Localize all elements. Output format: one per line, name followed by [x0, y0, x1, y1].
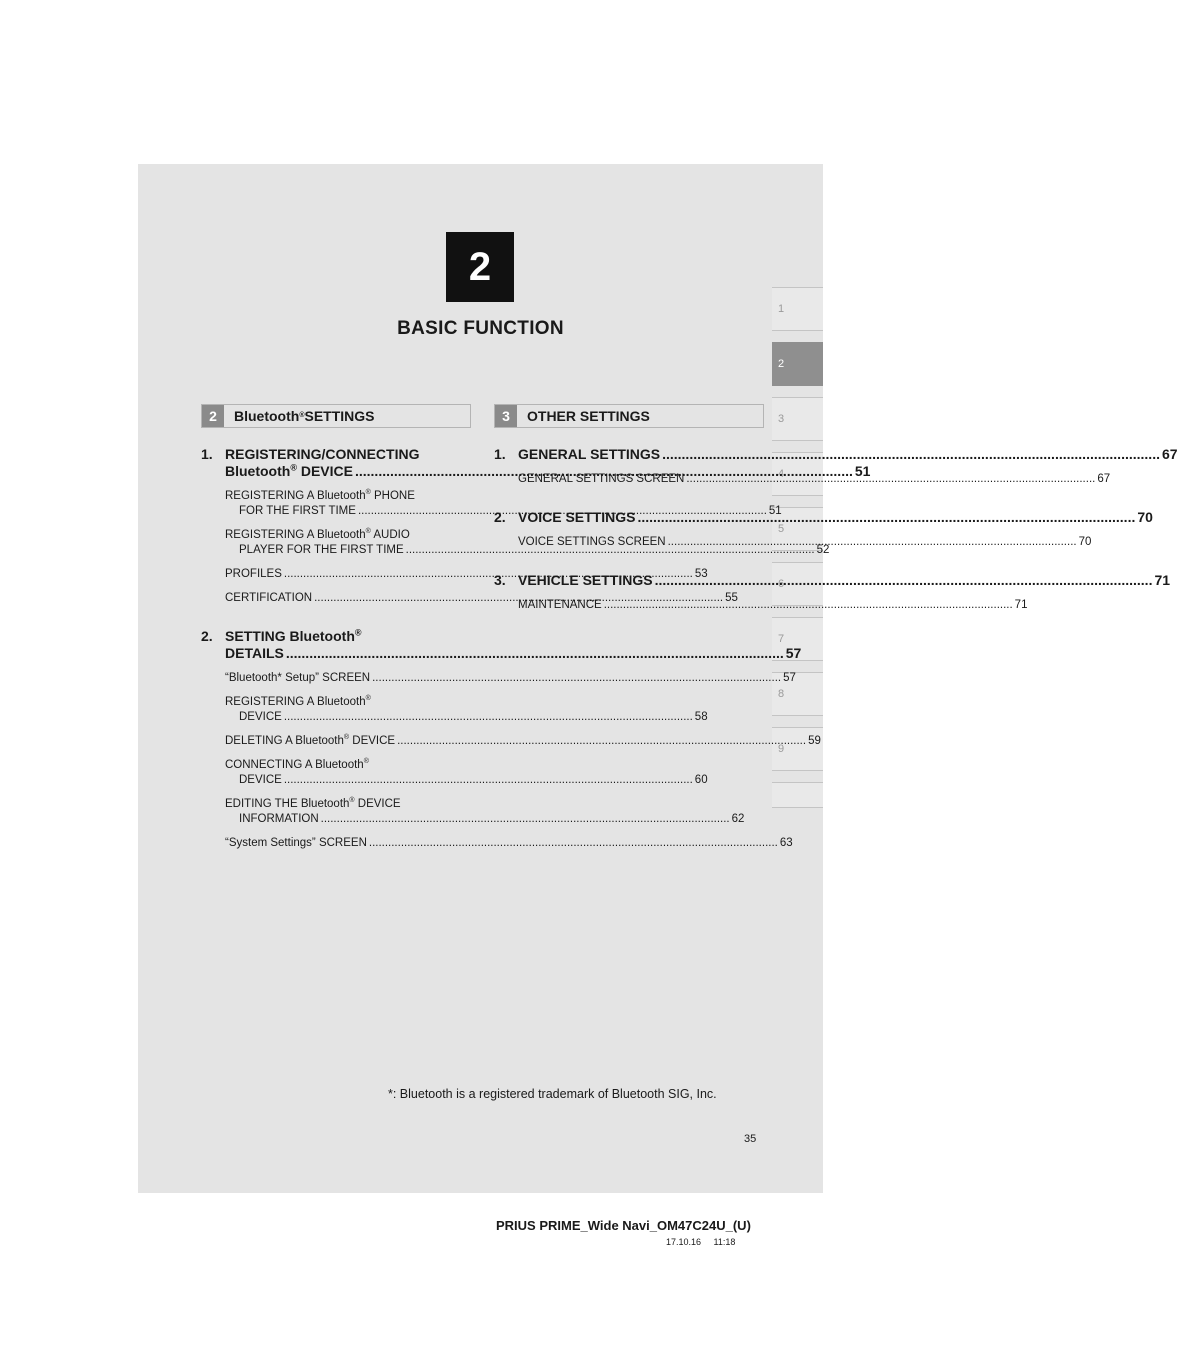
- toc-subentry[interactable]: EDITING THE Bluetooth® DEVICE INFORMATION ..... 62: [225, 797, 471, 827]
- tab-blank: [772, 782, 823, 808]
- page-ref: 51: [768, 505, 782, 517]
- page-ref: 70: [1137, 509, 1153, 525]
- tab-6[interactable]: 6: [772, 562, 823, 606]
- tab-8[interactable]: 8: [772, 672, 823, 716]
- toc-entry[interactable]: 2. SETTING Bluetooth® DETAILS ..... 57: [201, 628, 471, 662]
- page-ref: 57: [785, 645, 802, 661]
- page-ref: 59: [808, 735, 821, 747]
- page-ref: 51: [854, 463, 871, 479]
- tab-7[interactable]: 7: [772, 617, 823, 661]
- toc-subentry[interactable]: REGISTERING A Bluetooth® PHONE FOR THE FIRST TIME ..... 51: [225, 489, 471, 519]
- page-number: 35: [744, 1133, 757, 1145]
- page-ref: 58: [694, 711, 708, 723]
- page-ref: 60: [694, 774, 708, 786]
- toc-subentry[interactable]: DELETING A Bluetooth® DEVICE ..... 59: [225, 734, 471, 749]
- section-header-bluetooth: [201, 404, 471, 428]
- page-ref: 71: [1154, 572, 1171, 588]
- page-ref: 70: [1078, 536, 1092, 548]
- chapter-number: 2: [446, 232, 514, 302]
- toc-subentry[interactable]: CERTIFICATION ..... 55: [225, 591, 471, 606]
- tab-4[interactable]: 4: [772, 452, 823, 496]
- section-title: Bluetooth ® SETTINGS: [234, 408, 375, 424]
- page-ref: 52: [816, 544, 830, 556]
- footnote: *: Bluetooth is a registered trademark of Bluetooth SIG, Inc.: [388, 1087, 717, 1101]
- tab-2[interactable]: 2: [772, 342, 823, 386]
- section-header-other-settings: [494, 404, 764, 428]
- page-ref: 67: [1161, 446, 1178, 462]
- tab-3[interactable]: 3: [772, 397, 823, 441]
- page-ref: 53: [694, 568, 708, 580]
- tab-1[interactable]: 1: [772, 287, 823, 331]
- section-number: 3: [495, 405, 517, 427]
- page-ref: 63: [779, 837, 793, 849]
- toc-subentry[interactable]: MAINTENANCE ..... 71: [518, 598, 764, 613]
- toc-subentry[interactable]: “System Settings” SCREEN ..... 63: [225, 836, 471, 851]
- page-ref: 71: [1014, 599, 1028, 611]
- section-number: 2: [202, 405, 224, 427]
- tab-9[interactable]: 9: [772, 727, 823, 771]
- page-ref: 55: [725, 592, 738, 604]
- section-title: OTHER SETTINGS: [527, 408, 650, 424]
- toc-subentry[interactable]: “Bluetooth* Setup” SCREEN ..... 57: [225, 671, 471, 686]
- toc-entry[interactable]: 1. REGISTERING/CONNECTING Bluetooth® DEVICE ..... 51: [201, 446, 471, 480]
- toc-subentry[interactable]: REGISTERING A Bluetooth® AUDIO PLAYER FOR THE FIRST TIME ..... 52: [225, 528, 471, 558]
- toc-entry[interactable]: 3. VEHICLE SETTINGS ..... 71: [494, 572, 764, 589]
- toc-entry[interactable]: 2. VOICE SETTINGS ..... 70: [494, 509, 764, 526]
- page-ref: 57: [783, 672, 796, 684]
- toc-subentry[interactable]: GENERAL SETTINGS SCREEN ..... 67: [518, 472, 764, 487]
- book-id: PRIUS PRIME_Wide Navi_OM47C24U_(U): [496, 1218, 751, 1233]
- toc-subentry[interactable]: REGISTERING A Bluetooth® DEVICE ..... 58: [225, 695, 471, 725]
- toc-subentry[interactable]: VOICE SETTINGS SCREEN ..... 70: [518, 535, 764, 550]
- toc-subentry[interactable]: CONNECTING A Bluetooth® DEVICE ..... 60: [225, 758, 471, 788]
- page-ref: 67: [1097, 473, 1111, 485]
- timestamp: 17.10.16 11:18: [666, 1237, 736, 1247]
- tab-5[interactable]: 5: [772, 507, 823, 551]
- toc-subentry[interactable]: PROFILES ..... 53: [225, 567, 471, 582]
- toc-entry[interactable]: 1. GENERAL SETTINGS ..... 67: [494, 446, 764, 463]
- chapter-title: BASIC FUNCTION: [397, 318, 564, 339]
- page-ref: 62: [731, 813, 745, 825]
